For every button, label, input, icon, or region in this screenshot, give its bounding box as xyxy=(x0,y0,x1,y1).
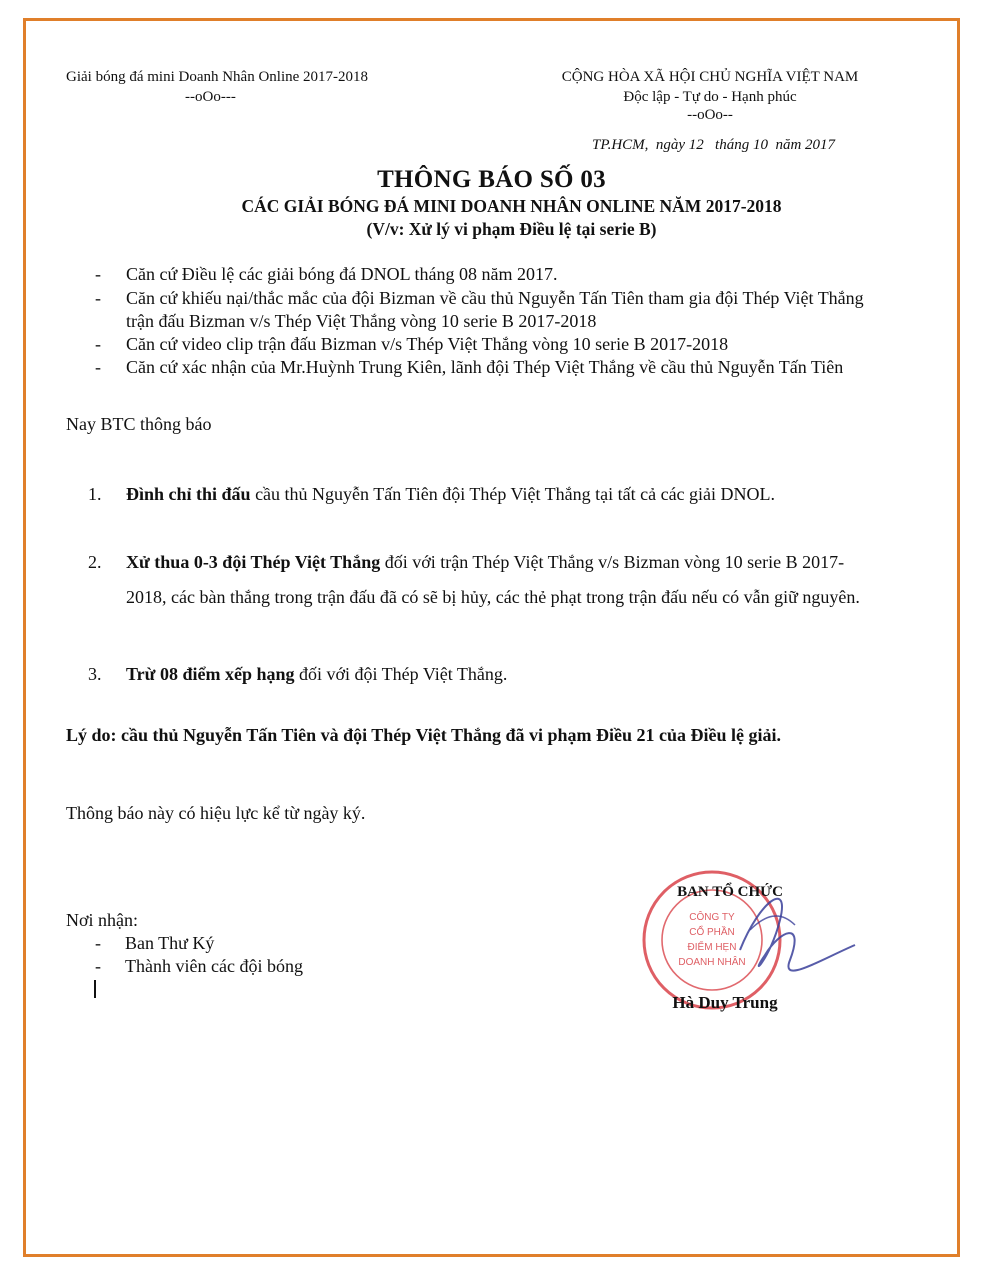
decision-text-continued: 2018, các bàn thắng trong trận đấu đã có sẽ bị hủy, các thẻ phạt trong trận đấu nếu có vẫn giữ nguyên. xyxy=(126,587,860,607)
basis-item: Căn cứ video clip trận đấu Bizman v/s Thép Việt Thắng vòng 10 serie B 2017-2018 xyxy=(126,334,729,354)
bullet-dash: - xyxy=(95,933,101,953)
national-motto: Độc lập - Tự do - Hạnh phúc xyxy=(623,89,797,105)
bullet-dash: - xyxy=(95,264,101,284)
signature-block xyxy=(630,860,870,1030)
organizer-label: BAN TỔ CHỨC xyxy=(677,884,783,900)
basis-item-continued: trận đấu Bizman v/s Thép Việt Thắng vòng 10 serie B 2017-2018 xyxy=(126,311,597,331)
stamp-line: CỔ PHẦN xyxy=(689,927,735,938)
bullet-dash: - xyxy=(95,357,101,377)
notice-subject: (V/v: Xử lý vi phạm Điều lệ tại serie B) xyxy=(366,219,657,239)
notice-title: THÔNG BÁO SỐ 03 xyxy=(377,166,606,193)
recipient-item: Thành viên các đội bóng xyxy=(125,956,303,976)
basis-item: Căn cứ xác nhận của Mr.Huỳnh Trung Kiên, lãnh đội Thép Việt Thắng về cầu thủ Nguyễn Tấn Tiên xyxy=(126,357,844,377)
bullet-dash: - xyxy=(95,956,101,976)
decision-item xyxy=(126,664,507,685)
text-cursor xyxy=(94,980,96,998)
stamp-line: DOANH NHÂN xyxy=(678,957,746,968)
tournament-name: Giải bóng đá mini Doanh Nhân Online 2017-2018 xyxy=(66,69,369,85)
decision-number: 2. xyxy=(88,552,102,572)
bullet-dash: - xyxy=(95,288,101,308)
intro-text: Nay BTC thông báo xyxy=(66,414,212,434)
stamp-line: ĐIỂM HẸN xyxy=(687,942,737,953)
right-separator: --oOo-- xyxy=(687,107,733,123)
date-line: TP.HCM, ngày 12 tháng 10 năm 2017 xyxy=(592,137,836,153)
decision-text: đối với đội Thép Việt Thắng. xyxy=(294,664,508,684)
country-name: CỘNG HÒA XÃ HỘI CHỦ NGHĨA VIỆT NAM xyxy=(561,69,859,85)
decision-item xyxy=(126,484,775,505)
signer-name: Hà Duy Trung xyxy=(672,993,778,1012)
bullet-dash: - xyxy=(95,334,101,354)
basis-item: Căn cứ khiếu nại/thắc mắc của đội Bizman về cầu thủ Nguyễn Tấn Tiên tham gia đội Thép Việt Thắng xyxy=(126,288,864,308)
recipients-label: Nơi nhận: xyxy=(66,910,139,930)
notice-subtitle: CÁC GIẢI BÓNG ĐÁ MINI DOANH NHÂN ONLINE NĂM 2017-2018 xyxy=(241,196,782,216)
reason-text: Lý do: cầu thủ Nguyễn Tấn Tiên và đội Thép Việt Thắng đã vi phạm Điều 21 của Điều lệ giải. xyxy=(66,725,781,745)
decision-text: đối với trận Thép Việt Thắng v/s Bizman vòng 10 serie B 2017- xyxy=(380,552,845,572)
decision-bold: Xử thua 0-3 đội Thép Việt Thắng xyxy=(126,552,381,572)
decision-bold: Trừ 08 điểm xếp hạng xyxy=(126,664,295,684)
effective-text: Thông báo này có hiệu lực kể từ ngày ký. xyxy=(66,803,366,823)
decision-bold: Đình chỉ thi đấu xyxy=(126,484,251,504)
stamp-seal-icon xyxy=(630,860,870,1030)
left-separator: --oOo--- xyxy=(185,89,236,105)
decision-item xyxy=(126,552,844,573)
basis-item: Căn cứ Điều lệ các giải bóng đá DNOL tháng 08 năm 2017. xyxy=(126,264,558,284)
recipient-item: Ban Thư Ký xyxy=(125,933,215,953)
stamp-line: CÔNG TY xyxy=(689,912,735,923)
decision-number: 3. xyxy=(88,664,102,684)
decision-text: cầu thủ Nguyễn Tấn Tiên đội Thép Việt Thắng tại tất cả các giải DNOL. xyxy=(250,484,776,504)
decision-number: 1. xyxy=(88,484,102,504)
